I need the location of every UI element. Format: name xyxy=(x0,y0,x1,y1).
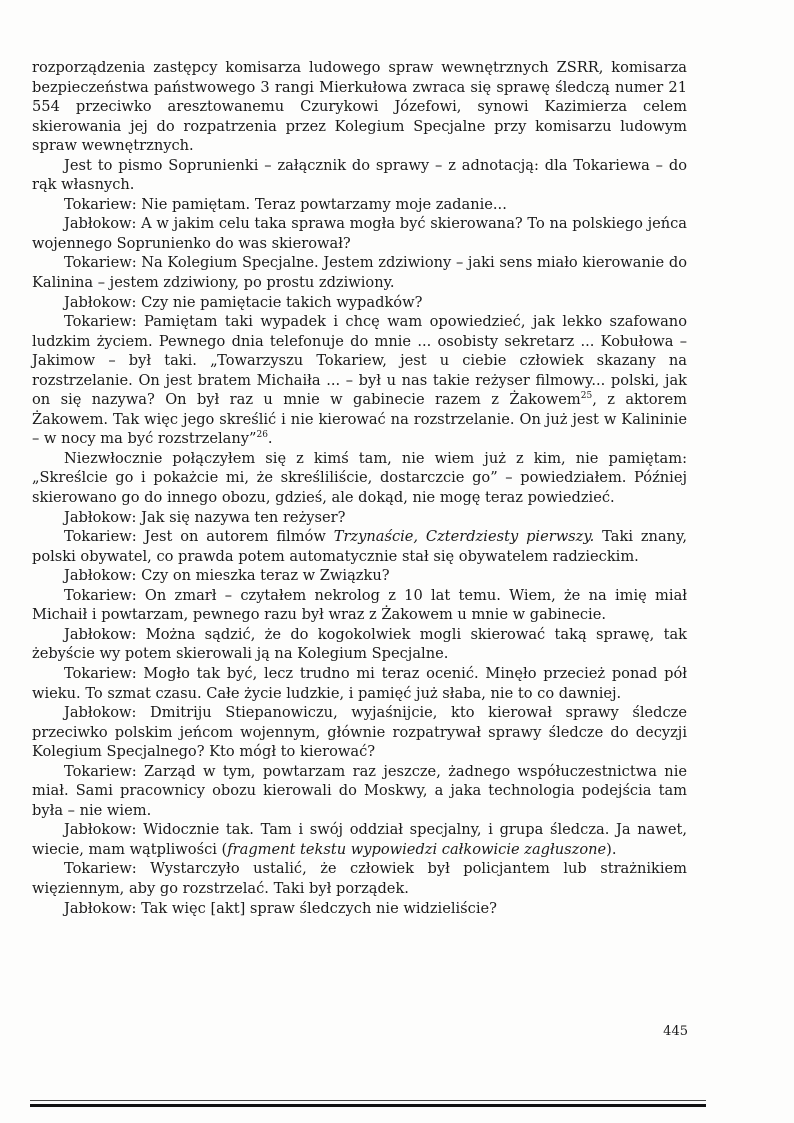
paragraph-text: Jabłokow: Widocznie tak. Tam i swój oddział specjalny, i grupa śledcza. Ja nawet, wiecie, mam wątpliwości ( xyxy=(32,821,687,858)
footnote-ref-25: 25 xyxy=(580,391,593,402)
paragraph-text: Jest to pismo Soprunienki – załącznik do sprawy – z adnotacją: dla Tokariewa – do rąk własnych. xyxy=(32,156,687,194)
paragraph-15 xyxy=(32,703,687,762)
paragraph-text: Jabłokow: Jak się nazywa ten reżyser? xyxy=(64,508,346,526)
paragraph-text-end: . xyxy=(267,430,273,448)
paragraph-text: Tokariew: Pamiętam taki wypadek i chcę wam opowiedzieć, jak lekko szafowano ludzkim życiem. Pewnego dnia telefonuje do mnie ... osobisty sekretarz ... Kobułowa – Jakimow – był taki. „Towarzyszu Tokariew, jest u ciebie człowiek skazany na rozstrzelanie. On jest bratem Michaiła ... – był u nas takie reżyser filmowy... polski, jak on się nazywa? On był raz u mnie w gabinecie razem z Żakowem xyxy=(32,313,687,409)
paragraph-9 xyxy=(32,508,687,528)
paragraph-text: Tokariew: Na Kolegium Specjalne. Jestem zdziwiony – jaki sens miało kierowanie do Kalinina – jestem zdziwiony, po prostu zdziwiony. xyxy=(32,254,687,292)
bottom-rule xyxy=(30,1104,706,1107)
paragraph-5 xyxy=(32,253,687,292)
paragraph-text: Jabłokow: Można sądzić, że do kogokolwiek mogli skierować taką sprawę, tak żebyście wy potem skierowali ją na Kolegium Specjalne. xyxy=(32,625,687,663)
paragraph-6 xyxy=(32,293,687,313)
paragraph-text: Tokariew: Zarząd w tym, powtarzam raz jeszcze, żadnego współuczestnictwa nie miał. Sami pracownicy obozu kierowali do Moskwy, a jaka technologia podejścia tam była – nie wiem. xyxy=(32,762,687,819)
paragraph-text: Niezwłocznie połączyłem się z kimś tam, nie wiem już z kim, nie pamiętam: „Skreślcie go i pokażcie mi, że skreśliliście, dostarczcie go” – powiedziałem. Później skierowano go do innego obozu, gdzieś, ale dokąd, nie mogę teraz powiedzieć. xyxy=(32,449,687,507)
paragraph-text-cont: Taki znany, polski obywatel, co prawda potem automatycznie stał się obywatelem radzieckim. xyxy=(32,528,687,565)
paragraph-3 xyxy=(32,195,687,215)
paragraph-text: Tokariew: Mogło tak być, lecz trudno mi teraz ocenić. Minęło przecież ponad pół wieku. To szmat czasu. Całe życie ludzkie, i pamięć już słaba, nie to co dawniej. xyxy=(32,664,687,702)
film-titles: Trzynaście, Czterdziesty pierwszy. xyxy=(333,528,595,546)
paragraph-text: Tokariew: Jest on autorem filmów xyxy=(64,528,334,546)
paragraph-text: Tokariew: Nie pamiętam. Teraz powtarzamy moje zadanie... xyxy=(64,195,507,213)
paragraph-text: Jabłokow: Tak więc [akt] spraw śledczych nie widzieliście? xyxy=(64,899,497,917)
paragraph-18 xyxy=(32,859,687,898)
paragraph-text: Tokariew: Wystarczyło ustalić, że człowiek był policjantem lub strażnikiem więziennym, aby go rozstrzelać. Taki był porządek. xyxy=(32,860,687,897)
paragraph-4 xyxy=(32,214,687,253)
editorial-note: fragment tekstu wypowiedzi całkowicie zagłuszone xyxy=(227,840,607,858)
bottom-rule-thin xyxy=(30,1100,706,1101)
paragraph-11 xyxy=(32,566,687,586)
paragraph-text: Tokariew: On zmarł – czytałem nekrolog z 10 lat temu. Wiem, że na imię miał Michaił i powtarzam, pewnego razu był wraz z Żakowem u mnie w gabinecie. xyxy=(32,586,687,624)
paragraph-text: rozporządzenia zastępcy komisarza ludowego spraw wewnętrznych ZSRR, komisarza bezpieczeństwa państwowego 3 rangi Mierkułowa zwraca się sprawę śledczą numer 21 554 przeciwko aresztowanemu Czurykowi Józefowi, synowi Kazimierza celem skierowania jej do rozpatrzenia przez Kolegium Specjalne przy komisarzu ludowym spraw wewnętrznych. xyxy=(32,59,687,155)
paragraph-text: Jabłokow: Dmitriju Stiepanowiczu, wyjaśnijcie, kto kierował sprawy śledcze przeciwko polskim jeńcom wojennym, głównie rozpatrywał sprawy śledcze do decyzji Kolegium Specjalnego? Kto mógł to kierować? xyxy=(32,704,687,761)
paragraph-14 xyxy=(32,664,687,703)
paragraph-12 xyxy=(32,586,687,625)
body-text xyxy=(32,58,687,918)
paragraph-2 xyxy=(32,156,687,195)
paragraph-19 xyxy=(32,899,687,919)
paragraph-text-cont: ). xyxy=(606,840,617,858)
paragraph-16 xyxy=(32,762,687,821)
paragraph-text-cont: , z aktorem Żakowem. Tak więc jego skreślić i nie kierować na rozstrzelanie. On już jest w Kalininie – w nocy ma być rozstrzelany” xyxy=(32,391,687,448)
paragraph-7 xyxy=(32,312,687,449)
paragraph-8 xyxy=(32,449,687,508)
page-number: 445 xyxy=(663,1024,688,1039)
paragraph-1 xyxy=(32,58,687,156)
paragraph-text: Jabłokow: A w jakim celu taka sprawa mogła być skierowana? To na polskiego jeńca wojennego Soprunienko do was skierował? xyxy=(32,215,687,252)
paragraph-17 xyxy=(32,820,687,859)
paragraph-10 xyxy=(32,527,687,566)
paragraph-13 xyxy=(32,625,687,664)
paragraph-text: Jabłokow: Czy nie pamiętacie takich wypadków? xyxy=(64,293,423,311)
paragraph-text: Jabłokow: Czy on mieszka teraz w Związku? xyxy=(64,567,390,585)
footnote-ref-26: 26 xyxy=(256,430,268,441)
